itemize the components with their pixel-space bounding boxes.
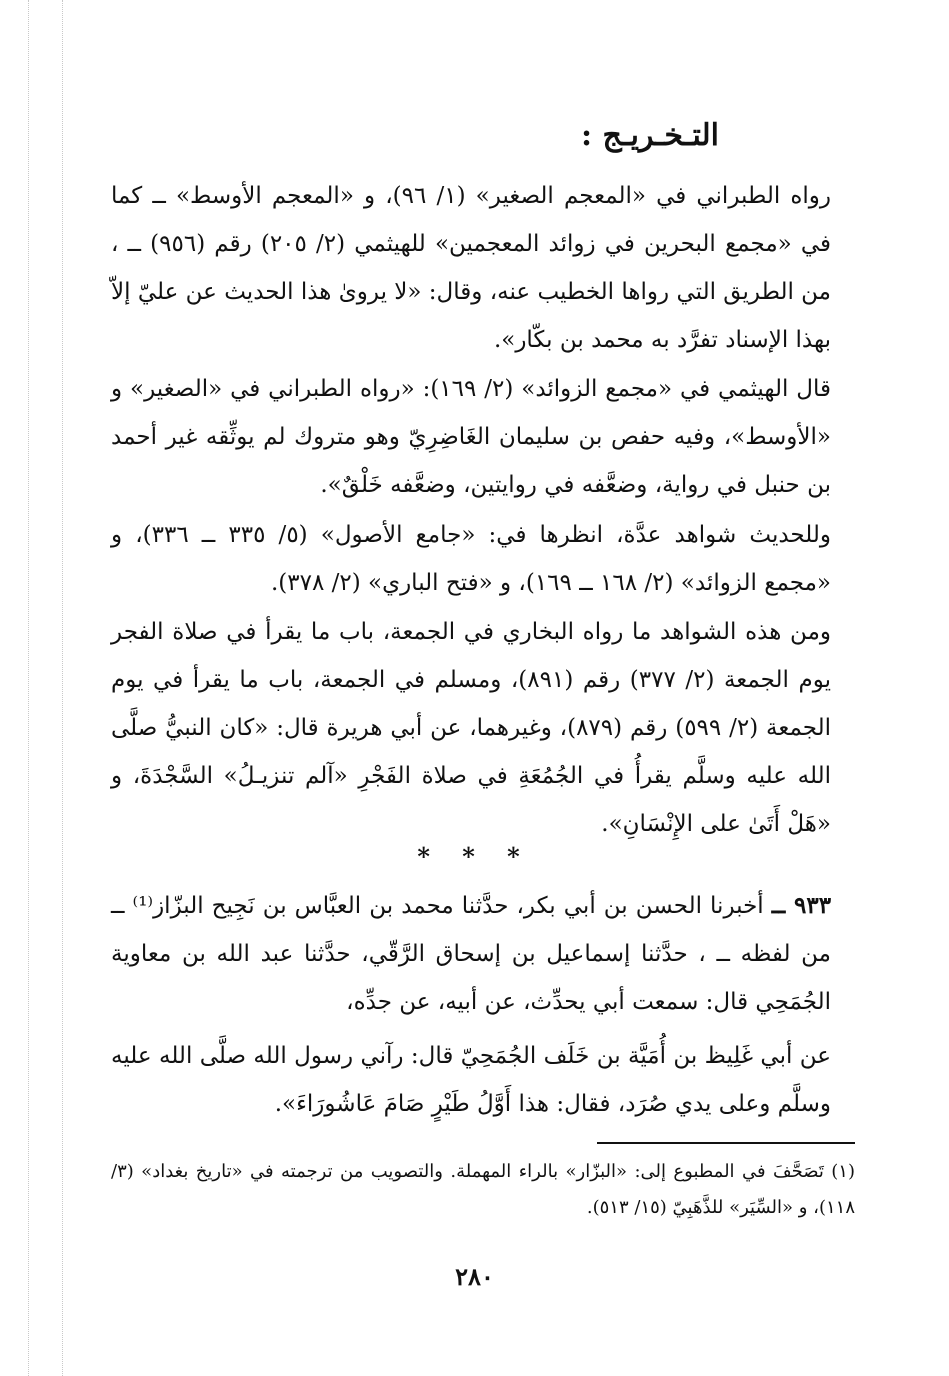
hadith-number: ٩٣٣ ــ	[771, 892, 832, 919]
hadith-isnad-paragraph	[111, 882, 831, 1026]
hadith-matn-paragraph: عن أبي غَلِيظ بن أُمَيَّة بن خَلَف الجُمَحِيّ قال: رآني رسول الله صلَّى الله عليه وسلَّم وعلى يدي صُرَد، فقال: هذا أَوَّلُ طَيْرٍ صَامَ عَاشُورَاءَ».	[111, 1043, 831, 1117]
section-separator: * * *	[417, 842, 532, 871]
section-heading: التـخـريـج :	[580, 118, 719, 153]
hadith-isnad: أخبرنا الحسن بن أبي بكر، حدَّثنا محمد بن العبَّاس بن نَجِيح البزّاز⁽¹⁾ ــ من لفظه ــ ، حدَّثنا إسماعيل بن إسحاق الرَّقّي، حدَّثنا عبد الله بن معاوية الجُمَحِي قال: سمعت أبي يحدِّث، عن أبيه، عن جدِّه،	[111, 893, 831, 1015]
shawahid-paragraph: وللحديث شواهد عدَّة، انظرها في: «جامع الأصول» (٥/ ٣٣٥ ــ ٣٣٦)، و «مجمع الزوائد» (٢/ ١٦٨ ــ ١٦٩)، و «فتح الباري» (٢/ ٣٧٨).	[111, 522, 831, 596]
footnote: (١) تَصَحَّفَ في المطبوع إلى: «البزّار» بالراء المهملة. والتصويب من ترجمته في «تاريخ بغداد» (٣/ ١١٨)، و «السِّيَر» للذَّهَبِيّ (١٥/ ٥١٣).	[111, 1161, 855, 1218]
scan-artifact-line	[28, 0, 29, 1376]
scan-artifact-line	[62, 0, 63, 1376]
page-number: ٢٨٠	[455, 1262, 494, 1291]
bukhari-paragraph: ومن هذه الشواهد ما رواه البخاري في الجمعة، باب ما يقرأ في صلاة الفجر يوم الجمعة (٢/ ٣٧٧) رقم (٨٩١)، ومسلم في الجمعة، باب ما يقرأ في يوم الجمعة (٢/ ٥٩٩) رقم (٨٧٩)، وغيرهما، عن أبي هريرة قال: «كان النبيُّ صلَّى الله عليه وسلَّم يقرأُ في الجُمُعَةِ في صلاة الفَجْرِ «آلم تنزيـلُ» السَّجْدَةَ، و «هَلْ أَتَىٰ على الإِنْسَانِ».	[111, 619, 831, 837]
haythami-paragraph: قال الهيثمي في «مجمع الزوائد» (٢/ ١٦٩): «رواه الطبراني في «الصغير» و «الأوسط»، وفيه حفص بن سليمان الغَاضِرِيّ وهو متروك لم يوثِّقه غير أحمد بن حنبل في رواية، وضعَّفه في روايتين، وضعَّفه خَلْقٌ».	[111, 376, 831, 498]
footnote-divider	[597, 1142, 855, 1144]
takhrij-paragraph: رواه الطبراني في «المعجم الصغير» (١/ ٩٦)، و «المعجم الأوسط» ــ كما في «مجمع البحرين في زوائد المعجمين» للهيثمي (٢/ ٢٠٥) رقم (٩٥٦) ــ ، من الطريق التي رواها الخطيب عنه، وقال: «لا يروىٰ هذا الحديث عن عليّ إلاّ بهذا الإسناد تفرَّد به محمد بن بكّار».	[111, 183, 832, 353]
